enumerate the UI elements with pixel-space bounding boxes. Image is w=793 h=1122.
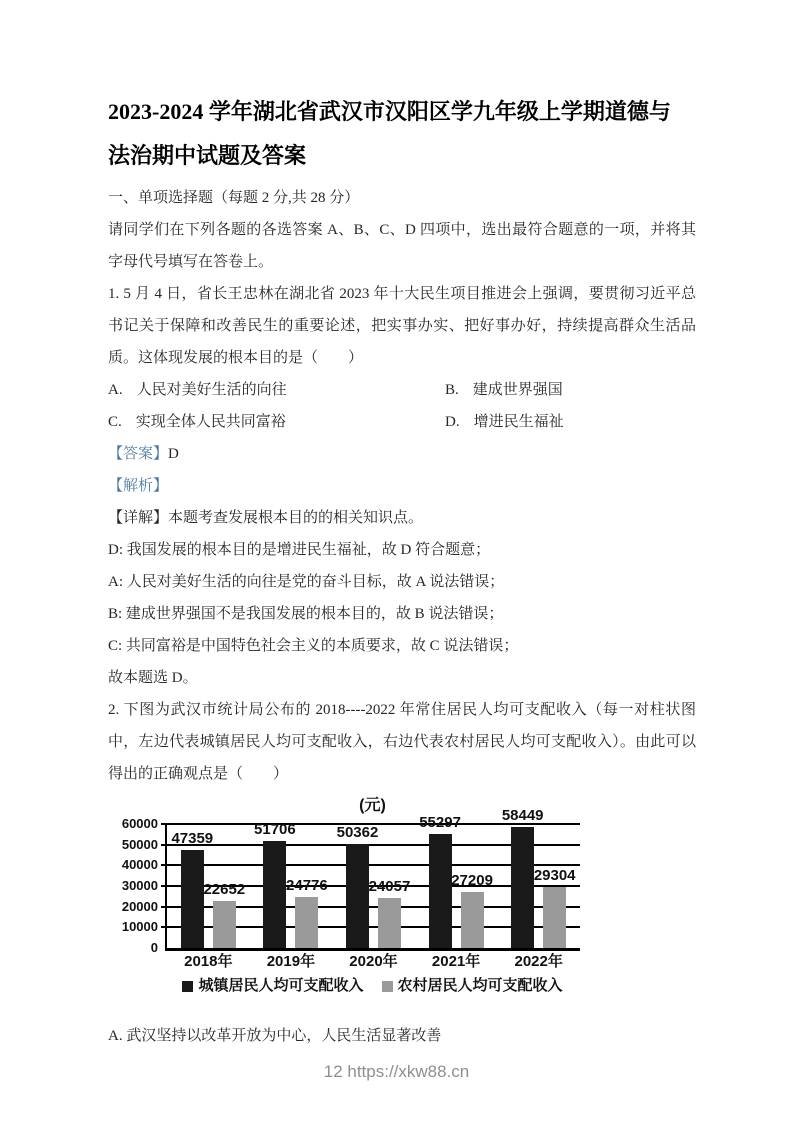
option-a-label: A. (108, 382, 123, 398)
answer-label: 【答案】 (108, 446, 169, 462)
y-tick-label: 40000 (121, 857, 158, 873)
option-c-label: C. (108, 414, 122, 430)
bar-wrap (533, 867, 576, 948)
bar-group (501, 807, 576, 948)
page-footer (0, 1062, 793, 1082)
y-tick-label: 60000 (121, 816, 158, 831)
rural-income-bar (378, 898, 401, 948)
chart-legend (165, 976, 580, 996)
bar-wrap (254, 821, 296, 948)
option-a (108, 374, 445, 406)
bar-value-label: 50362 (336, 823, 379, 841)
option-d-text: 增进民生福祉 (473, 414, 564, 430)
chart-y-axis (118, 816, 165, 955)
detail-line-d: D: 我国发展的根本目的是增进民生福祉，故 D 符合题意； (108, 542, 491, 558)
chart-body (118, 807, 580, 955)
bar-wrap (451, 871, 493, 948)
y-tick-label: 50000 (121, 836, 158, 852)
bar-wrap (501, 807, 544, 948)
question-2-text: 2. 下图为武汉市统计局公布的 2018----2022 年常住居民人均可支配收入（每一对柱状图中，左边代表城镇居民人均可支配收入，右边代表农村居民人均可支配收入）。由此可以得出的正确观点是（ ） (108, 702, 696, 782)
bar-value-label: 58449 (501, 807, 544, 825)
y-tick-label: 10000 (121, 919, 158, 935)
urban-income-bar (511, 827, 534, 948)
x-tick-label: 2021年 (431, 953, 481, 970)
option-a-text: 人民对美好生活的向往 (136, 382, 287, 398)
analysis-label: 【解析】 (108, 478, 169, 494)
option-c-text: 实现全体人民共同富裕 (135, 414, 286, 430)
y-tick-label: 0 (150, 940, 158, 955)
footer-link[interactable]: 12 https://xkw88.cn (323, 1062, 470, 1081)
bar-value-label: 22652 (203, 881, 246, 899)
chart-title: (元) (359, 797, 386, 814)
legend-swatch-icon (382, 981, 393, 992)
bar-wrap (368, 878, 411, 948)
option-b (445, 374, 563, 406)
detail-line-b: B: 建成世界强国不是我国发展的根本目的，故 B 说法错误； (108, 606, 504, 622)
bars-row (167, 807, 580, 948)
option-b-label: B. (445, 382, 459, 398)
intro-paragraph: 请同学们在下列各题的各选答案 A、B、C、D 四项中，选出最符合题意的一项，并将其字母代号填写在答卷上。 (108, 222, 696, 270)
bar-value-label: 47359 (171, 830, 214, 848)
question-1-options-row-2 (108, 406, 696, 438)
bar-wrap (171, 830, 214, 948)
income-bar-chart (118, 796, 580, 996)
rural-income-bar (295, 897, 318, 948)
bar-value-label: 24057 (368, 878, 411, 896)
legend-swatch-icon (182, 981, 193, 992)
urban-income-bar (429, 834, 452, 948)
x-tick-label: 2022年 (514, 953, 563, 970)
bar-group (254, 821, 328, 948)
bar-value-label: 29304 (533, 867, 576, 885)
y-tick-label: 30000 (121, 878, 158, 893)
y-tick-label: 20000 (121, 898, 158, 914)
rural-income-bar (461, 892, 484, 948)
page-title-line2: 法治期中试题及答案 (108, 143, 307, 168)
legend-label: 城镇居民人均可支配收入 (198, 977, 364, 994)
document-content (108, 0, 696, 1052)
option-c (108, 406, 445, 438)
question-2-option-a: A. 武汉坚持以改革开放为中心，人民生活显著改善 (108, 1028, 442, 1044)
rural-income-bar (213, 901, 236, 948)
option-d (445, 406, 564, 438)
urban-income-bar (181, 850, 204, 948)
detail-line-c: C: 共同富裕是中国特色社会主义的本质要求，故 C 说法错误； (108, 638, 519, 654)
detail-line-conclusion: 故本题选 D。 (108, 670, 198, 686)
x-tick-label: 2018年 (184, 953, 233, 970)
bar-group (336, 823, 411, 948)
question-1-text: 1. 5 月 4 日，省长王忠林在湖北省 2023 年十大民生项目推进会上强调，要贯彻习近平总书记关于保障和改善民生的重要论述，把实事办实、把好事办好，持续提高群众生活品质。这体现发展的根本目的是（ ） (108, 286, 696, 366)
rural-income-bar (543, 887, 566, 948)
bar-wrap (286, 876, 328, 948)
bar-group (171, 830, 246, 948)
bar-value-label: 51706 (254, 821, 296, 839)
urban-income-bar (346, 844, 369, 948)
chart-x-labels (167, 951, 580, 973)
page-title (108, 90, 696, 178)
question-1-options-row-1 (108, 374, 696, 406)
page-title-line1: 2023-2024 学年湖北省武汉市汉阳区学九年级上学期道德与 (108, 99, 671, 124)
x-tick-label: 2019年 (266, 953, 316, 970)
analysis-line (108, 470, 696, 502)
option-d-label: D. (445, 414, 460, 430)
detail-line-intro: 【详解】本题考查发展根本目的的相关知识点。 (108, 510, 424, 526)
detail-line-a: A: 人民对美好生活的向往是党的奋斗目标，故 A 说法错误； (108, 574, 505, 590)
option-b-text: 建成世界强国 (472, 382, 563, 398)
bar-wrap (336, 823, 379, 948)
section-heading: 一、单项选择题（每题 2 分,共 28 分） (108, 190, 360, 206)
bar-wrap (203, 881, 246, 948)
legend-item-rural (382, 976, 563, 996)
bar-group (419, 813, 493, 948)
bar-value-label: 55297 (419, 813, 461, 831)
x-tick-label: 2020年 (349, 953, 398, 970)
legend-label: 农村居民人均可支配收入 (397, 977, 563, 994)
bar-wrap (419, 813, 461, 948)
legend-item-urban (182, 976, 363, 996)
answer-value: D (168, 446, 179, 462)
bar-value-label: 27209 (451, 871, 493, 889)
answer-line (108, 438, 696, 470)
urban-income-bar (263, 841, 286, 948)
bar-value-label: 24776 (286, 876, 328, 894)
chart-plot (165, 807, 580, 951)
